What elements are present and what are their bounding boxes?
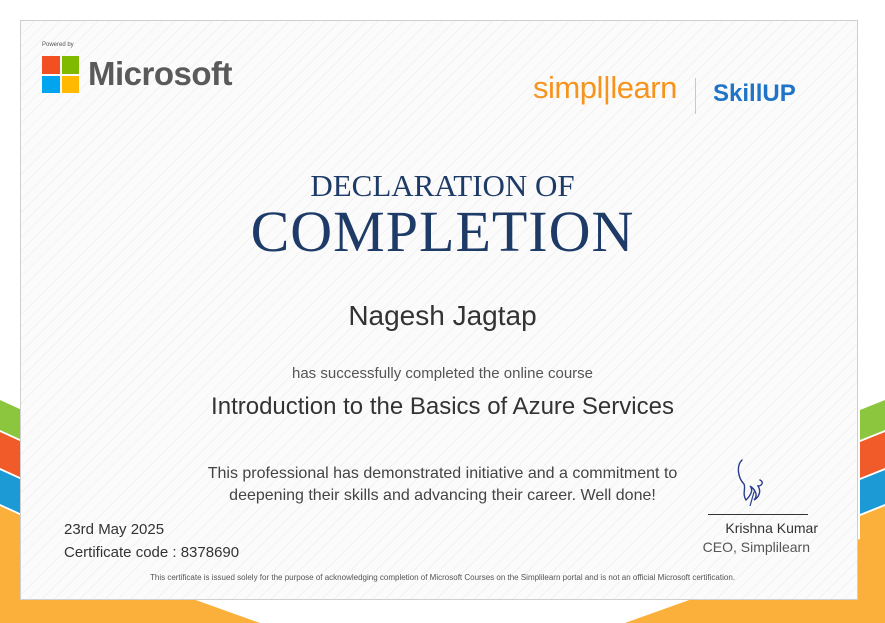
course-title: Introduction to the Basics of Azure Services — [211, 393, 674, 420]
skillup-wordmark: SkillUP — [713, 80, 796, 107]
corner-right-blue — [860, 470, 885, 514]
microsoft-logo-icon — [42, 56, 79, 93]
signature-line — [708, 514, 808, 515]
certificate-code: Certificate code : 8378690 — [64, 544, 240, 561]
corner-left-blue — [0, 470, 22, 514]
microsoft-wordmark: Microsoft — [88, 55, 232, 92]
title-line-1: DECLARATION OF — [310, 168, 575, 203]
disclaimer-text: This certificate is issued solely for the purpose of acknowledging completion of Microsoft Courses on the Simplilearn portal and is not an official Microsoft certification. — [149, 573, 736, 582]
signature-icon — [728, 456, 778, 506]
powered-by-label: Powered by — [42, 42, 74, 48]
title-line-2: COMPLETION — [250, 199, 635, 264]
completion-statement: has successfully completed the online course — [292, 365, 593, 382]
signer-name: Krishna Kumar — [725, 520, 818, 536]
corner-left-orange — [0, 432, 22, 478]
recipient-name: Nagesh Jagtap — [348, 300, 537, 331]
commendation-line-2: deepening their skills and advancing their career. Well done! — [229, 487, 656, 504]
commendation-message — [185, 463, 700, 507]
commendation-line-1: This professional has demonstrated initiative and a commitment to — [207, 465, 678, 482]
corner-left-gold — [0, 506, 22, 623]
corner-right-gold — [860, 506, 885, 623]
simplilearn-wordmark: simpl|learn — [533, 70, 677, 105]
brand-divider — [695, 78, 696, 114]
issue-date: 23rd May 2025 — [64, 521, 165, 538]
signer-title: CEO, Simplilearn — [702, 539, 810, 555]
corner-right-orange — [860, 432, 885, 478]
